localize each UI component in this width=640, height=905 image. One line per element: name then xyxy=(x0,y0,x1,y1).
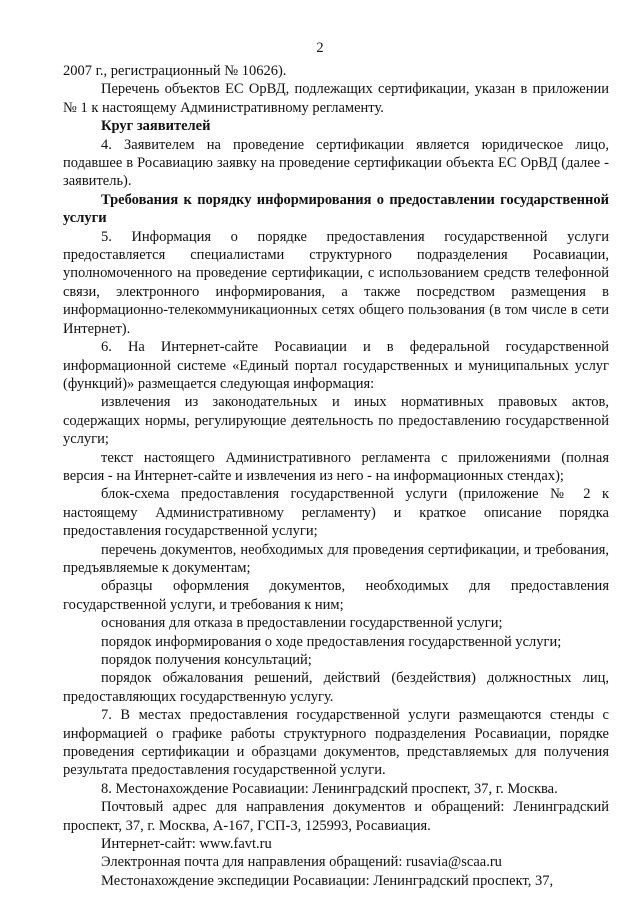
paragraph: образцы оформления документов, необходимых для предоставления государственной услуги, и требования к ним; xyxy=(63,578,609,613)
paragraph: Интернет-сайт: www.favt.ru xyxy=(101,836,272,853)
paragraph: 2007 г., регистрационный № 10626). xyxy=(63,63,287,79)
paragraph: Электронная почта для направления обращений: rusavia@scaa.ru xyxy=(101,854,502,871)
paragraph: 7. В местах предоставления государственной услуги размещаются стенды с информацией о графике работы структурного подразделения Росавиации, порядке проведения сертификации и образцами документов, представляемых для получения результата предоставления государственной услуги. xyxy=(63,707,609,779)
page-number: 2 xyxy=(316,40,324,56)
paragraph: извлечения из законодательных и иных нормативных правовых актов, содержащих нормы, регулирующие деятельность по предоставлению государственной услуги; xyxy=(63,394,609,448)
paragraph: Местонахождение экспедиции Росавиации: Ленинградский проспект, 37, xyxy=(101,872,554,889)
paragraph: 6. На Интернет-сайте Росавиации и в федеральной государственной информационной системе «Единый портал государственных и муниципальных услуг (функций)» размещается следующая информация: xyxy=(63,339,609,392)
paragraph: основания для отказа в предоставлении государственной услуги; xyxy=(101,615,503,632)
section-heading: Круг заявителей xyxy=(101,118,211,135)
paragraph: порядок обжалования решений, действий (бездействия) должностных лиц, предоставляющих государственную услугу. xyxy=(63,670,609,705)
paragraph: порядок информирования о ходе предоставления государственной услуги; xyxy=(101,633,562,650)
paragraph: 4. Заявителем на проведение сертификации является юридическое лицо, подавшее в Росавиацию заявку на проведение сертификации объекта ЕС ОрВД (далее - заявитель). xyxy=(63,136,609,190)
paragraph: 5. Информация о порядке предоставления государственной услуги предоставляется специалистами структурного подразделения Росавиации, уполномоченного на проведение сертификации, с использованием средств телефонной связи, электронного информирования, а также посредством размещения в информационно-телекоммуникационных сетях общего пользования (в том числе в сети Интернет). xyxy=(63,228,609,337)
paragraph: Почтовый адрес для направления документов и обращений: Ленинградский проспект, 37, г. Москва, А-167, ГСП-3, 125993, Росавиация. xyxy=(63,799,609,834)
paragraph: 8. Местонахождение Росавиации: Ленинградский проспект, 37, г. Москва. xyxy=(101,780,558,797)
paragraph: Перечень объектов ЕС ОрВД, подлежащих сертификации, указан в приложении № 1 к настоящему Административному регламенту. xyxy=(63,81,609,116)
section-heading: Требования к порядку информирования о предоставлении государственной услуги xyxy=(63,191,609,227)
document-body xyxy=(63,62,609,890)
paragraph: текст настоящего Административного регламента с приложениями (полная версия - на Интернет-сайте и извлечения из него - на информационных стендах); xyxy=(63,449,609,484)
paragraph: блок-схема предоставления государственной услуги (приложение № 2 к настоящему Административному регламенту) и краткое описание порядка предоставления государственной услуги; xyxy=(63,486,609,540)
paragraph: перечень документов, необходимых для проведения сертификации, и требования, предъявляемые к документам; xyxy=(63,541,609,576)
paragraph: порядок получения консультаций; xyxy=(101,652,312,668)
